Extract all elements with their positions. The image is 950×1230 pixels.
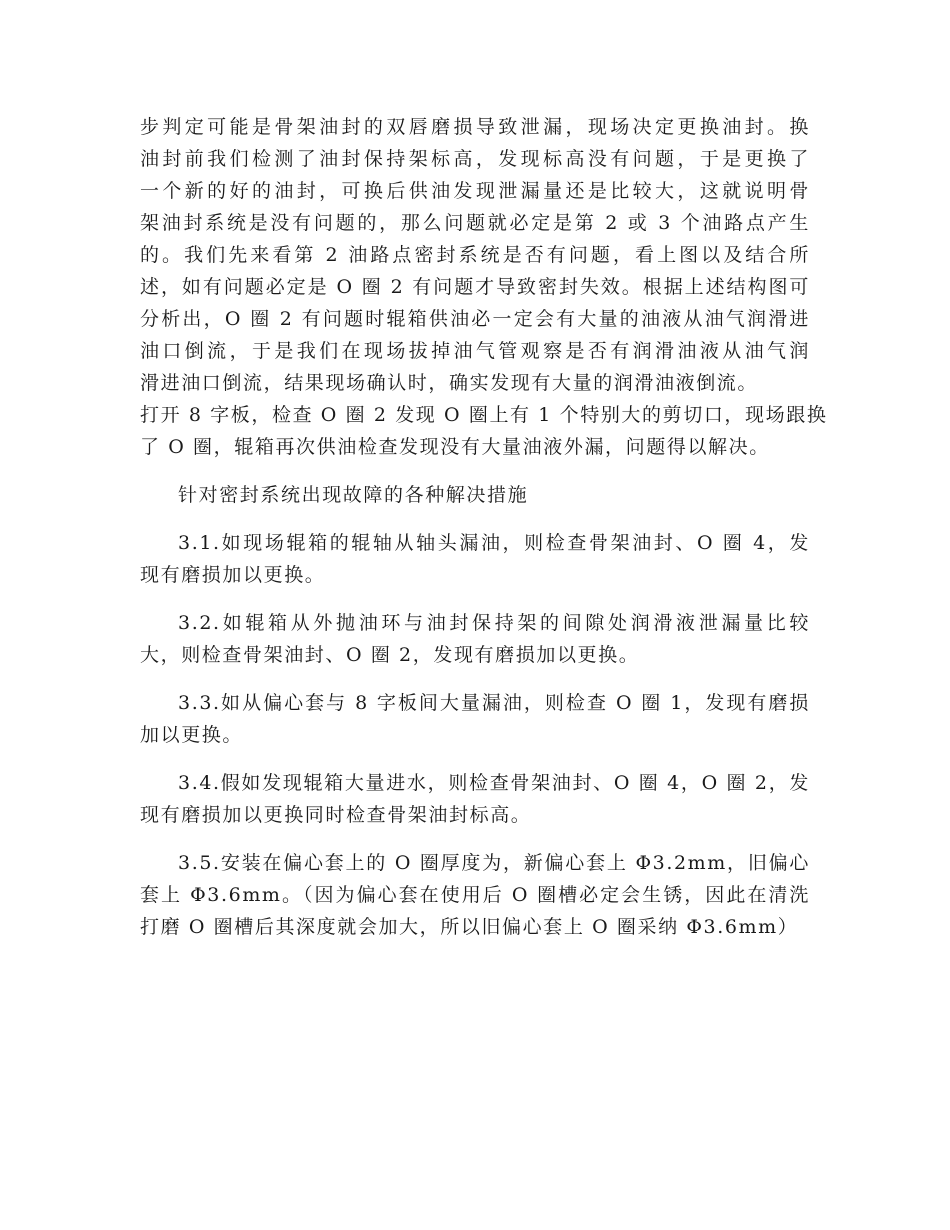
section-heading: 针对密封系统出现故障的各种解决措施 — [178, 484, 529, 506]
text-line: 油口倒流，于是我们在现场拔掉油气管观察是否有润滑油液从油气润 — [140, 340, 810, 362]
text-line: 打磨 O 圈槽后其深度就会加大，所以旧偏心套上 O 圈采纳 Φ3.6mm） — [140, 916, 799, 938]
measure-item-3-3 — [140, 687, 810, 751]
text-line: 油封前我们检测了油封保持架标高，发现标高没有问题，于是更换了 — [140, 148, 810, 170]
paragraph-1 — [140, 111, 828, 463]
measure-item-3-1 — [140, 527, 810, 591]
measure-item-3-4 — [140, 767, 810, 831]
text-line: 述，如有问题必定是 O 圈 2 有问题才导致密封失效。根据上述结构图可 — [140, 276, 810, 298]
text-line: 一个新的好的油封，可换后供油发现泄漏量还是比较大，这就说明骨 — [140, 180, 810, 202]
text-line: 3.3.如从偏心套与 8 字板间大量漏油，则检查 O 圈 1，发现有磨损 — [178, 692, 810, 714]
text-line: 步判定可能是骨架油封的双唇磨损导致泄漏，现场决定更换油封。换 — [140, 116, 810, 138]
text-line: 分析出，O 圈 2 有问题时辊箱供油必一定会有大量的油液从油气润滑进 — [140, 308, 810, 330]
text-line: 大，则检查骨架油封、O 圈 2，发现有磨损加以更换。 — [140, 644, 640, 666]
text-line: 加以更换。 — [140, 724, 244, 746]
text-line: 3.2.如辊箱从外抛油环与油封保持架的间隙处润滑液泄漏量比较 — [178, 612, 810, 634]
document-body — [140, 111, 828, 943]
text-line: 架油封系统是没有问题的，那么问题就必定是第 2 或 3 个油路点产生 — [140, 212, 810, 234]
text-line: 打开 8 字板，检查 O 圈 2 发现 O 圈上有 1 个特别大的剪切口，现场跟换 — [140, 404, 828, 426]
measure-item-3-5 — [140, 847, 810, 943]
text-line: 3.5.安装在偏心套上的 O 圈厚度为，新偏心套上 Φ3.2mm，旧偏心 — [178, 852, 810, 874]
text-line: 套上 Φ3.6mm。（因为偏心套在使用后 O 圈槽必定会生锈，因此在清洗 — [140, 884, 810, 906]
text-line: 3.4.假如发现辊箱大量进水，则检查骨架油封、O 圈 4，O 圈 2，发 — [178, 772, 810, 794]
measure-item-3-2 — [140, 607, 810, 671]
text-line: 3.1.如现场辊箱的辊轴从轴头漏油，则检查骨架油封、O 圈 4，发 — [178, 532, 810, 554]
text-line: 了 O 圈，辊箱再次供油检查发现没有大量油液外漏，问题得以解决。 — [140, 436, 770, 458]
text-line: 的。我们先来看第 2 油路点密封系统是否有问题，看上图以及结合所 — [140, 244, 810, 266]
text-line: 滑进油口倒流，结果现场确认时，确实发现有大量的润滑油液倒流。 — [140, 372, 759, 394]
text-line: 现有磨损加以更换同时检查骨架油封标高。 — [140, 804, 532, 826]
text-line: 现有磨损加以更换。 — [140, 564, 326, 586]
